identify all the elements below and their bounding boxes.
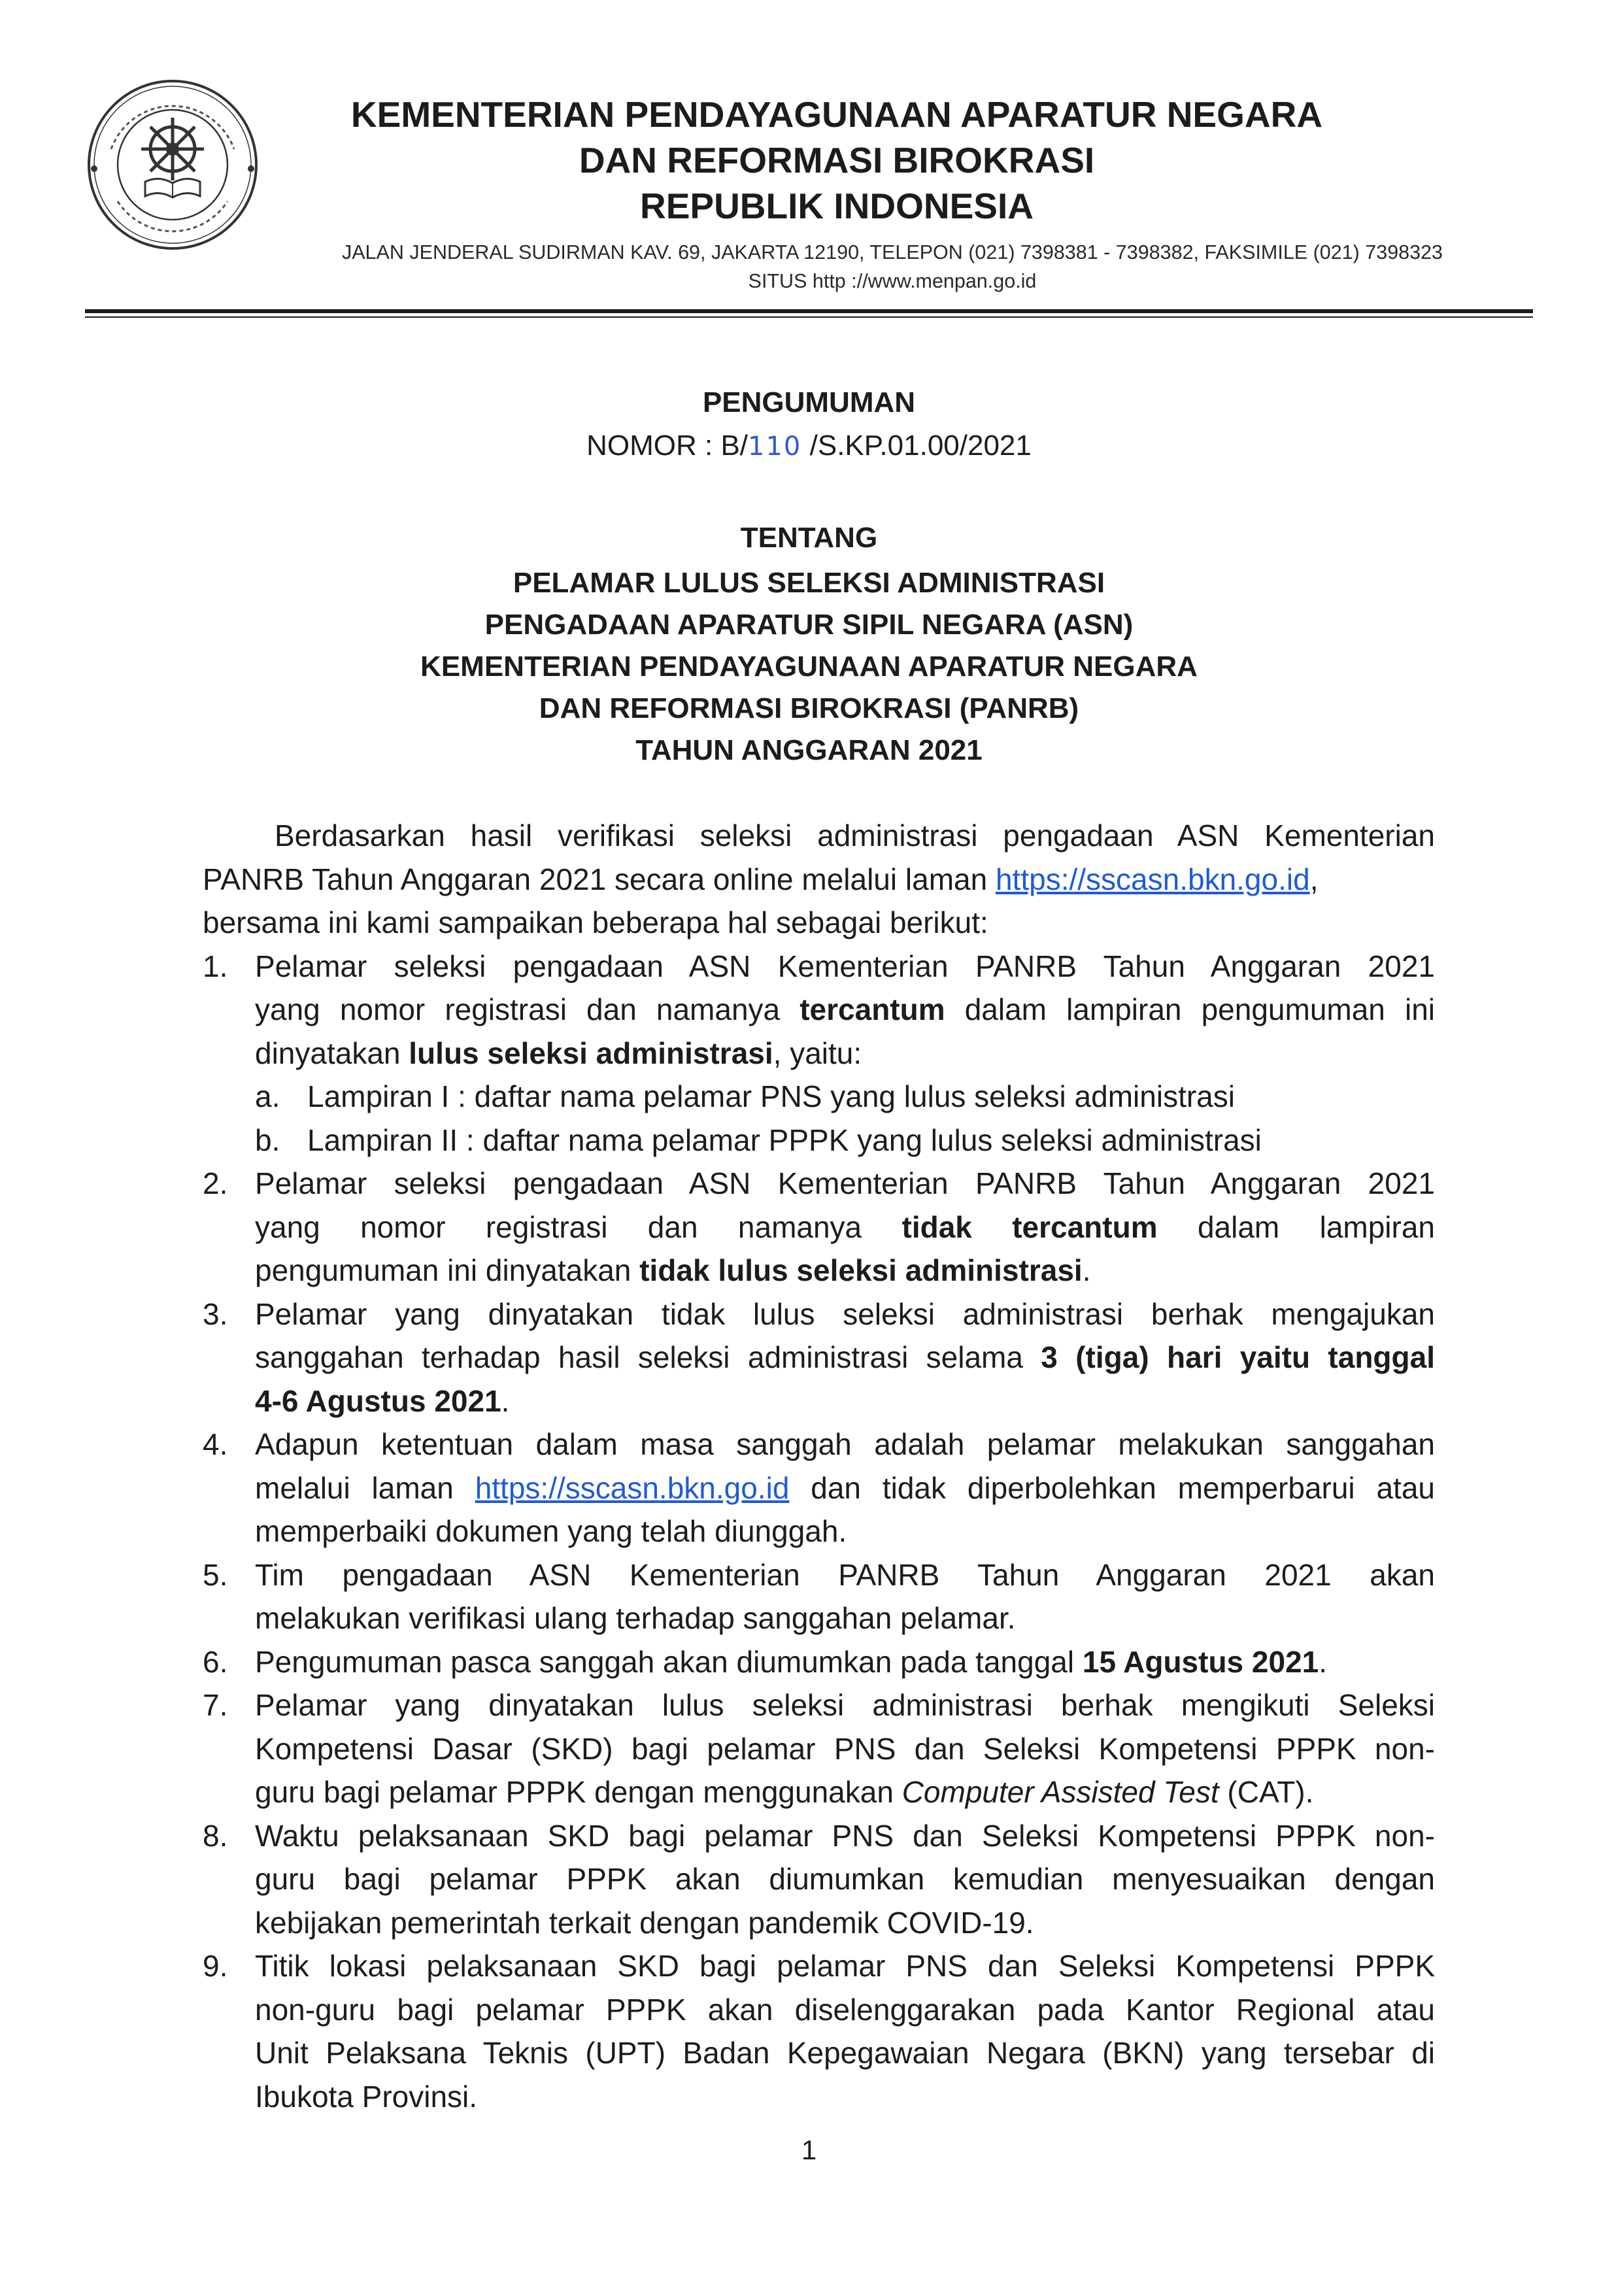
list-item-1: 1. Pelamar seleksi pengadaan ASN Kementerian PANRB Tahun Anggaran 2021 yang nomor registrasi dan namanya tercantum dalam lampiran pengumuman ini dinyatakan lulus seleksi administrasi, yaitu: a. Lampiran I : daftar nama pelamar PNS yang lulus seleksi administrasi b. Lampiran II : daftar nama pelamar PPPK yang lulus seleksi administrasi: [203, 945, 1435, 1162]
nomor-suffix: /S.KP.01.00/2021: [801, 430, 1032, 462]
item-number: 9.: [203, 1949, 228, 1983]
item-number: 3.: [203, 1296, 228, 1331]
list-item-7: 7. Pelamar yang dinyatakan lulus seleksi administrasi berhak mengikuti Seleksi Kompetensi Dasar (SKD) bagi pelamar PNS dan Seleksi Kompetensi PPPK non- guru bagi pelamar PPPK dengan menggunakan Computer Assisted Test (CAT).: [203, 1683, 1435, 1814]
item-number: 5.: [203, 1557, 228, 1592]
org-name-line3: REPUBLIK INDONESIA: [640, 186, 1034, 226]
item-number: 8.: [203, 1818, 228, 1853]
nomor-handwritten: 110: [748, 431, 802, 462]
ministry-emblem-logo: [85, 77, 260, 252]
sub-item-b: b. Lampiran II : daftar nama pelamar PPPK yang lulus seleksi administrasi: [255, 1123, 1262, 1157]
sscasn-link[interactable]: https://sscasn.bkn.go.id: [995, 862, 1310, 896]
item-number: 6.: [203, 1644, 228, 1679]
list-item-6: 6. Pengumuman pasca sanggah akan diumumkan pada tanggal 15 Agustus 2021.: [203, 1640, 1435, 1684]
org-name-line2: DAN REFORMASI BIROKRASI: [579, 140, 1095, 180]
subject-block: [85, 562, 1533, 771]
subject-line: KEMENTERIAN PENDAYAGUNAAN APARATUR NEGARA: [420, 650, 1198, 683]
intro-line: PANRB Tahun Anggaran 2021 secara online melalui laman https://sscasn.bkn.go.id,: [203, 862, 1319, 896]
list-item-3: 3. Pelamar yang dinyatakan tidak lulus seleksi administrasi berhak mengajukan sanggahan terhadap hasil seleksi administrasi selama 3 (tiga) hari yaitu tanggal 4-6 Agustus 2021.: [203, 1292, 1435, 1423]
sub-item-a: a. Lampiran I : daftar nama pelamar PNS yang lulus seleksi administrasi: [255, 1079, 1235, 1113]
subject-line: PELAMAR LULUS SELEKSI ADMINISTRASI: [513, 567, 1105, 599]
intro-line: bersama ini kami sampaikan beberapa hal sebagai berikut:: [203, 905, 988, 939]
item-number: 1.: [203, 949, 228, 983]
page-number: 1: [801, 2135, 817, 2165]
letterhead-divider-thin: [85, 316, 1533, 318]
item-number: 2.: [203, 1166, 228, 1200]
announcement-title: PENGUMUMAN: [702, 386, 916, 418]
letterhead-divider-thick: [85, 309, 1533, 313]
subject-line: DAN REFORMASI BIROKRASI (PANRB): [539, 692, 1079, 724]
tentang-heading: TENTANG: [740, 522, 878, 554]
list-item-9: 9. Titik lokasi pelaksanaan SKD bagi pelamar PNS dan Seleksi Kompetensi PPPK non-guru bagi pelamar PPPK akan diselenggarakan pada Kantor Regional atau Unit Pelaksana Teknis (UPT) Badan Kepegawaian Negara (BKN) yang tersebar di Ibukota Provinsi.: [203, 1944, 1435, 2118]
list-item-5: 5. Tim pengadaan ASN Kementerian PANRB Tahun Anggaran 2021 akan melakukan verifikasi ulang terhadap sanggahan pelamar.: [203, 1553, 1435, 1640]
list-item-4: 4. Adapun ketentuan dalam masa sanggah adalah pelamar melakukan sanggahan melalui laman https://sscasn.bkn.go.id dan tidak diperbolehkan memperbarui atau memperbaiki dokumen yang telah diunggah.: [203, 1423, 1435, 1553]
subject-line: PENGADAAN APARATUR SIPIL NEGARA (ASN): [484, 609, 1134, 641]
website-line: SITUS http ://www.menpan.go.id: [748, 270, 1037, 292]
announcement-number: [85, 428, 1533, 465]
nomor-prefix: NOMOR : B/: [586, 430, 749, 462]
list-item-2: 2. Pelamar seleksi pengadaan ASN Kementerian PANRB Tahun Anggaran 2021 yang nomor registrasi dan namanya tidak tercantum dalam lampiran pengumuman ini dinyatakan tidak lulus seleksi administrasi.: [203, 1162, 1435, 1292]
address-line: JALAN JENDERAL SUDIRMAN KAV. 69, JAKARTA 12190, TELEPON (021) 7398381 - 7398382, FAKSIMILE (021) 7398323: [341, 241, 1443, 263]
org-name-line1: KEMENTERIAN PENDAYAGUNAAN APARATUR NEGARA: [350, 94, 1323, 135]
item-number: 7.: [203, 1688, 228, 1722]
sscasn-link[interactable]: https://sscasn.bkn.go.id: [475, 1470, 790, 1505]
announcement-body: [203, 814, 1435, 2118]
list-item-8: 8. Waktu pelaksanaan SKD bagi pelamar PNS dan Seleksi Kompetensi PPPK non- guru bagi pelamar PPPK akan diumumkan kemudian menyesuaikan dengan kebijakan pemerintah terkait dengan pandemik COVID-19.: [203, 1814, 1435, 1945]
item-number: 4.: [203, 1427, 228, 1461]
subject-line: TAHUN ANGGARAN 2021: [635, 734, 983, 766]
intro-line: Berdasarkan hasil verifikasi seleksi administrasi pengadaan ASN Kementerian: [275, 819, 1435, 853]
